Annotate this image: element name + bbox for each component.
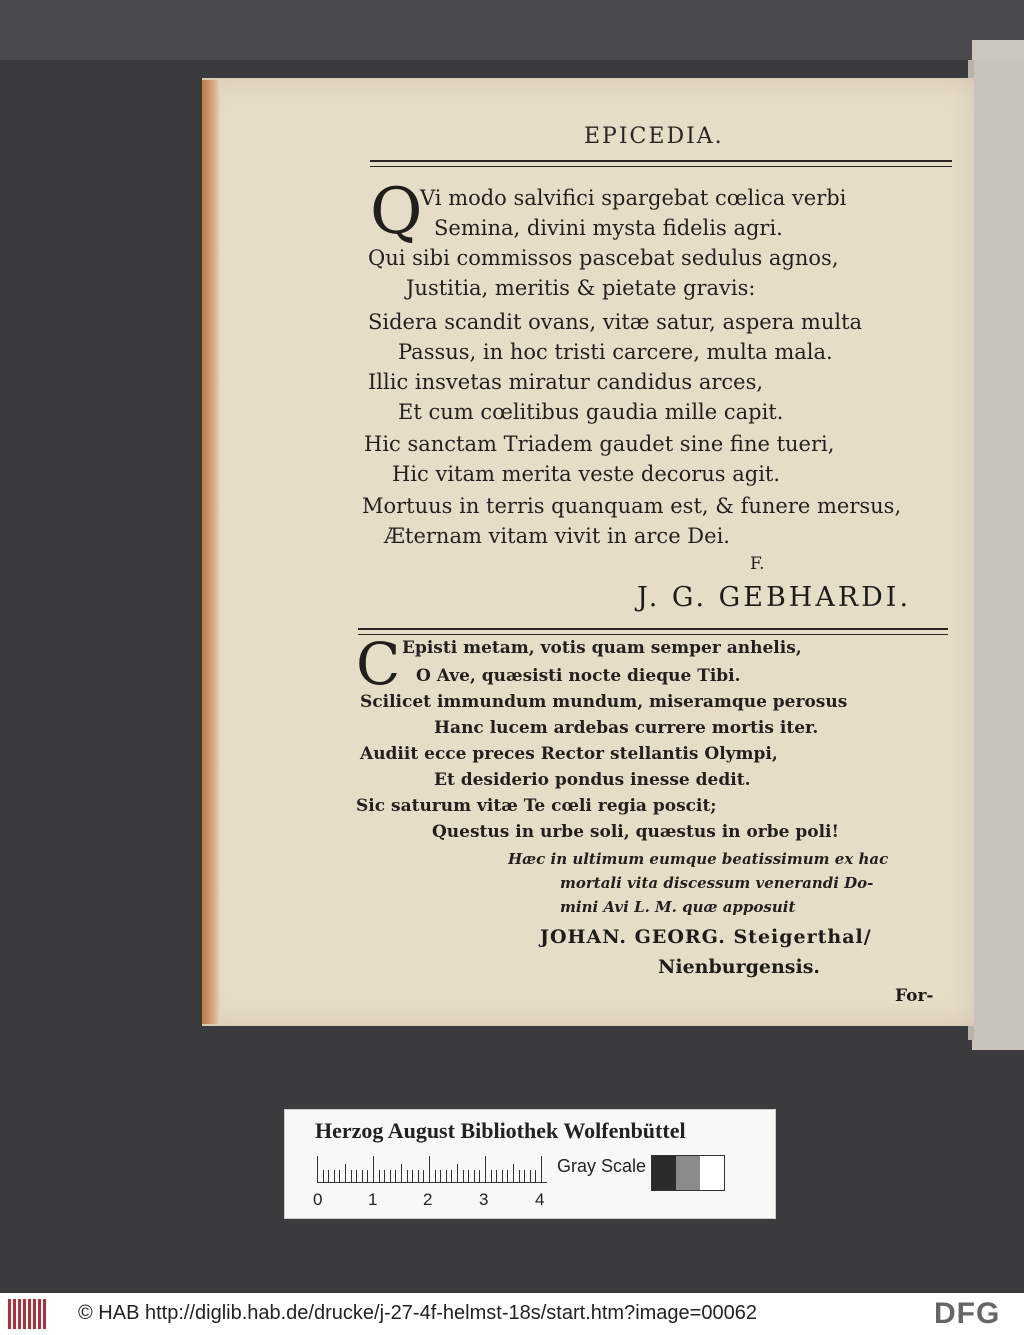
poem-line: Vi modo salvifici spargebat cœlica verbi — [420, 186, 847, 210]
dedication-line: Hæc in ultimum eumque beatissimum ex hac — [508, 850, 889, 868]
ruler-tick — [395, 1170, 396, 1182]
ruler-tick — [513, 1164, 514, 1182]
ruler-tick — [440, 1170, 441, 1182]
ruler-number: 0 — [313, 1190, 323, 1209]
poem-line: Mortuus in terris quanquam est, & funere mersus, — [362, 494, 902, 518]
poem-line: Episti metam, votis quam semper anhelis, — [402, 638, 802, 658]
ruler-tick — [362, 1170, 363, 1182]
ruler-tick — [485, 1156, 486, 1182]
ruler-tick — [423, 1170, 424, 1182]
ruler-tick — [418, 1170, 419, 1182]
ruler-tick — [328, 1170, 329, 1182]
poem-line: Qui sibi commissos pascebat sedulus agnos, — [368, 246, 839, 270]
ruler-tick — [429, 1156, 430, 1182]
ruler-number: 2 — [423, 1190, 433, 1209]
ruler-tick — [530, 1170, 531, 1182]
institution-name: Herzog August Bibliothek Wolfenbüttel — [315, 1118, 686, 1143]
gray-scale-patches — [651, 1155, 725, 1191]
catchword: For- — [895, 986, 934, 1006]
ruler-tick — [401, 1164, 402, 1182]
poem-line: Sic saturum vitæ Te cœli regia poscit; — [356, 796, 717, 816]
ruler-tick — [491, 1170, 492, 1182]
dropcap: Q — [370, 175, 423, 249]
ruler-tick — [390, 1170, 391, 1182]
gray-patch-white — [700, 1156, 724, 1190]
ornamental-rule — [358, 628, 948, 635]
poem-line: Semina, divini mysta fidelis agri. — [434, 216, 783, 240]
viewer-footer — [0, 1293, 1024, 1335]
ruler-tick — [457, 1164, 458, 1182]
ruler-tick — [496, 1170, 497, 1182]
poem-line: Hic vitam merita veste decorus agit. — [392, 462, 781, 486]
dropcap: C — [356, 630, 401, 698]
ruler-tick — [323, 1170, 324, 1182]
ruler-tick — [535, 1170, 536, 1182]
source-url-text[interactable]: © HAB http://diglib.hab.de/drucke/j-27-4f-helmst-18s/start.htm?image=00062 — [78, 1302, 757, 1324]
poem-line: Justitia, meritis & pietate gravis: — [406, 276, 756, 300]
poem-line: Sidera scandit ovans, vitæ satur, aspera multa — [368, 310, 863, 334]
poem-line: Audiit ecce preces Rector stellantis Olympi, — [360, 744, 778, 764]
ruler-tick — [339, 1170, 340, 1182]
poem-line: Passus, in hoc tristi carcere, multa mala. — [398, 340, 833, 364]
poem-line: Æternam vitam vivit in arce Dei. — [384, 524, 730, 548]
ruler-tick — [407, 1170, 408, 1182]
ruler-tick — [379, 1170, 380, 1182]
ruler-tick — [367, 1170, 368, 1182]
signature-steigerthal: JOHAN. GEORG. Steigerthal/ — [540, 926, 872, 948]
hab-logo-icon — [8, 1299, 48, 1329]
poem-line: Hanc lucem ardebas currere mortis iter. — [434, 718, 819, 738]
poem-line: Questus in urbe soli, quæstus in orbe poli! — [432, 822, 839, 842]
ruler-tick — [356, 1170, 357, 1182]
ruler-tick — [446, 1170, 447, 1182]
poem-line: Hic sanctam Triadem gaudet sine fine tueri, — [364, 432, 835, 456]
poem-line: Illic insvetas miratur candidus arces, — [368, 370, 764, 394]
poem-line: Scilicet immundum mundum, miseramque perosus — [360, 692, 848, 712]
ruler-tick — [412, 1170, 413, 1182]
ruler-tick — [507, 1170, 508, 1182]
ruler-tick — [474, 1170, 475, 1182]
ruler-tick — [541, 1156, 542, 1182]
ruler-tick — [519, 1170, 520, 1182]
poem-line: Et cum cœlitibus gaudia mille capit. — [398, 400, 784, 424]
ruler-tick — [345, 1164, 346, 1182]
ruler-tick — [373, 1156, 374, 1182]
ruler-tick — [334, 1170, 335, 1182]
running-head: EPICEDIA. — [584, 124, 724, 149]
ruler-tick — [468, 1170, 469, 1182]
ruler-tick — [479, 1170, 480, 1182]
ruler-tick — [435, 1170, 436, 1182]
next-page-edge — [972, 40, 1024, 1050]
poem-line: O Ave, quæsisti nocte dieque Tibi. — [416, 666, 741, 686]
ruler-number: 4 — [535, 1190, 545, 1209]
poem-line: Et desiderio pondus inesse dedit. — [434, 770, 751, 790]
dedication-line: mini Avi L. M. quæ apposuit — [560, 898, 796, 916]
scanner-background-top — [0, 0, 1024, 60]
library-color-card — [284, 1109, 776, 1219]
ruler-number: 3 — [479, 1190, 489, 1209]
gray-patch-mid — [676, 1156, 700, 1190]
ornamental-rule — [370, 160, 952, 167]
signature-gebhardi: J. G. GEBHARDI. — [637, 582, 912, 613]
ruler-tick — [451, 1170, 452, 1182]
gray-patch-dark — [652, 1156, 676, 1190]
ruler-tick — [317, 1156, 318, 1182]
scale-ruler — [317, 1154, 547, 1183]
signature-origin: Nienburgensis. — [658, 956, 821, 978]
ruler-tick — [524, 1170, 525, 1182]
dfg-logo: DFG — [934, 1297, 1001, 1330]
dedication-line: mortali vita discessum venerandi Do- — [560, 874, 874, 892]
ruler-tick — [351, 1170, 352, 1182]
signature-initial: F. — [750, 554, 765, 574]
ruler-tick — [502, 1170, 503, 1182]
page-edge — [202, 80, 220, 1024]
ruler-tick — [384, 1170, 385, 1182]
gray-scale-label: Gray Scale — [557, 1156, 647, 1176]
ruler-number: 1 — [368, 1190, 378, 1209]
ruler-tick — [463, 1170, 464, 1182]
